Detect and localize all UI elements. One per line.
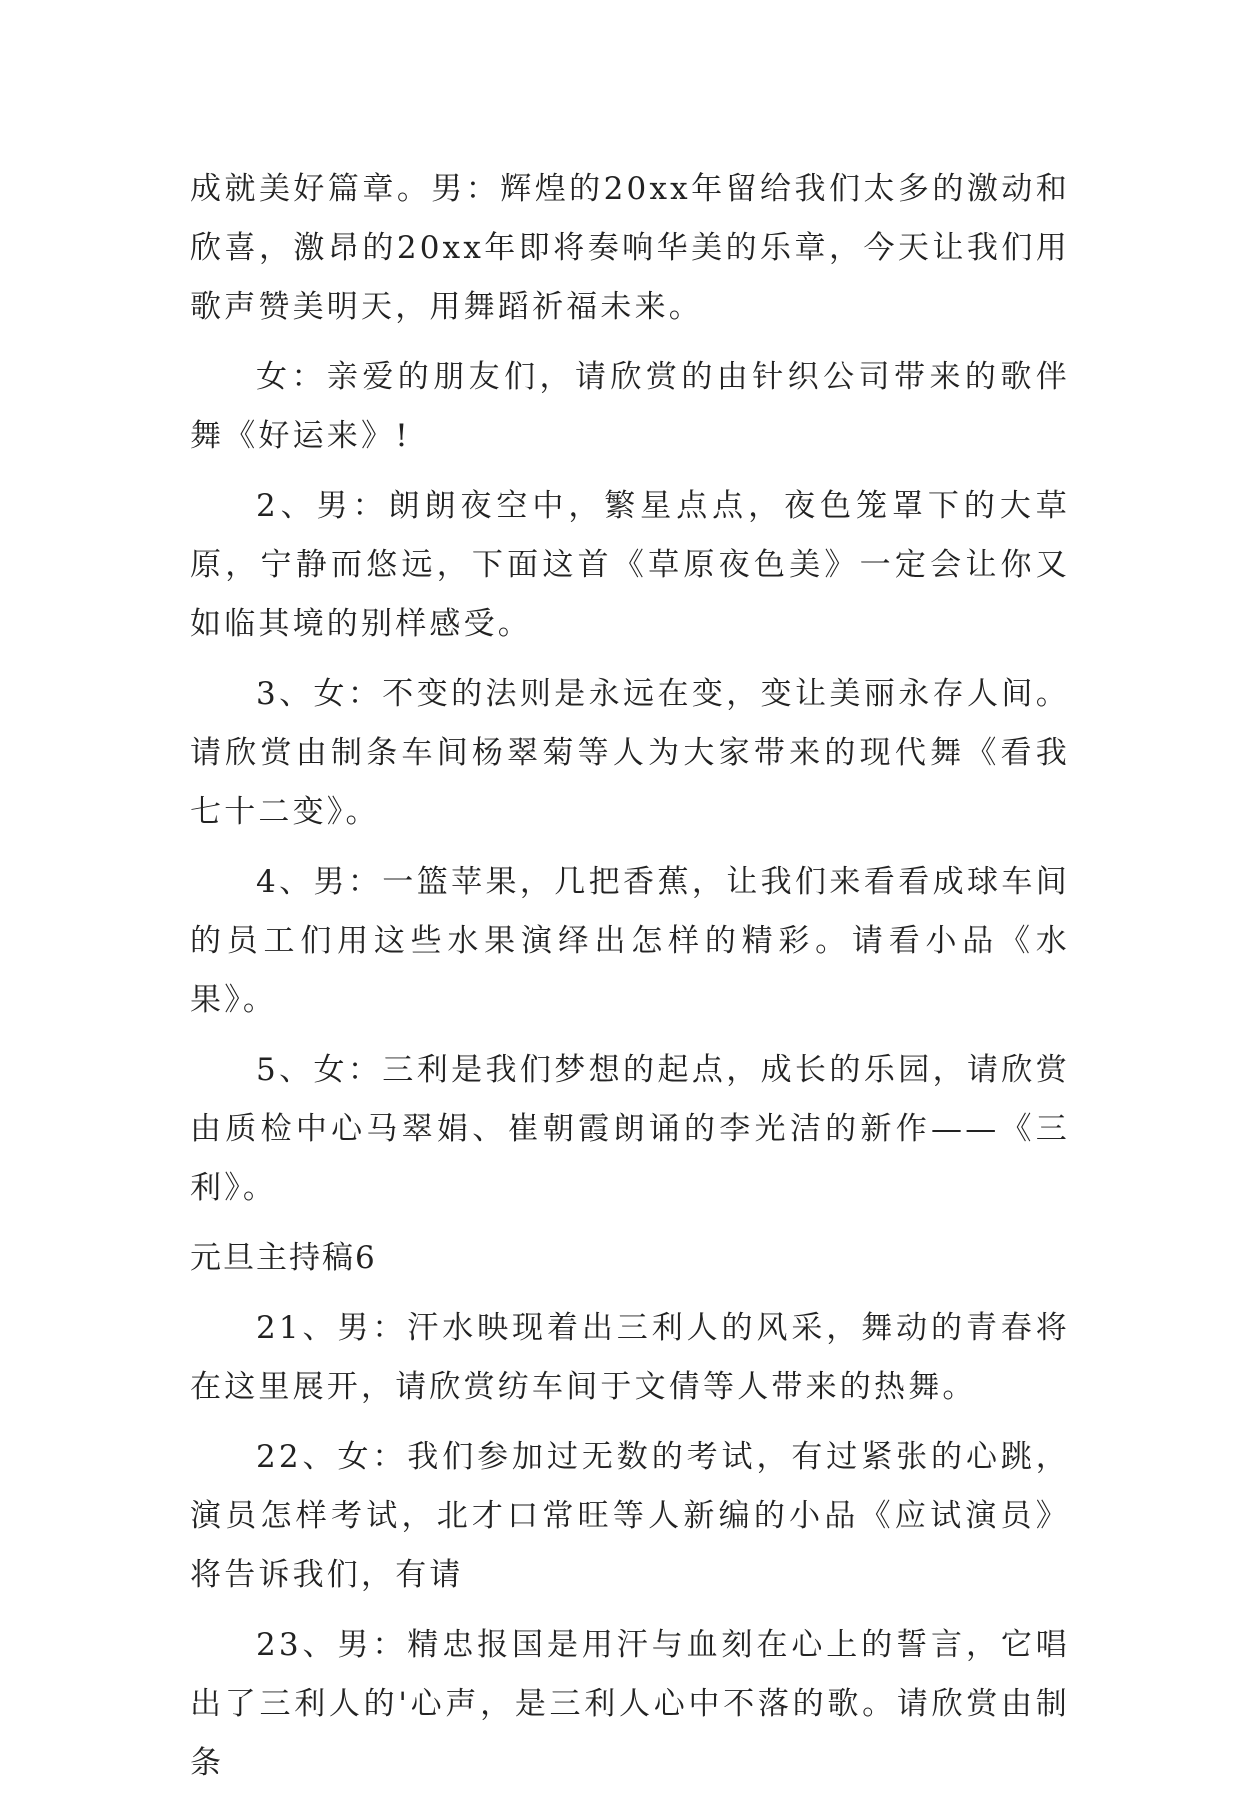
paragraph-item-2: 2、男：朗朗夜空中，繁星点点，夜色笼罩下的大草原，宁静而悠远，下面这首《草原夜色美》一定会让你又如临其境的别样感受。 xyxy=(190,488,1070,642)
paragraph-host-female-intro: 女：亲爱的朋友们，请欣赏的由针织公司带来的歌伴舞《好运来》! xyxy=(190,359,1070,454)
paragraph-item-23: 23、男：精忠报国是用汗与血刻在心上的誓言，它唱出了三利人的'心声，是三利人心中不落的歌。请欣赏由制条 xyxy=(190,1627,1070,1781)
paragraph-item-21: 21、男：汗水映现着出三利人的风采，舞动的青春将在这里展开，请欣赏纺车间于文倩等人带来的热舞。 xyxy=(190,1310,1070,1405)
section-heading: 元旦主持稿6 xyxy=(190,1240,377,1276)
paragraph-item-3: 3、女：不变的法则是永远在变，变让美丽永存人间。请欣赏由制条车间杨翠菊等人为大家带来的现代舞《看我七十二变》。 xyxy=(190,676,1070,830)
document-body xyxy=(190,160,1070,1804)
paragraph-item-4: 4、男：一篮苹果，几把香蕉，让我们来看看成球车间的员工们用这些水果演绎出怎样的精彩。请看小品《水果》。 xyxy=(190,864,1070,1018)
paragraph-item-5: 5、女：三利是我们梦想的起点，成长的乐园，请欣赏由质检中心马翠娟、崔朝霞朗诵的李光洁的新作——《三利》。 xyxy=(190,1052,1070,1206)
paragraph-continuation: 成就美好篇章。男：辉煌的20xx年留给我们太多的激动和欣喜，激昂的20xx年即将奏响华美的乐章，今天让我们用歌声赞美明天，用舞蹈祈福未来。 xyxy=(190,171,1070,325)
paragraph-item-22: 22、女：我们参加过无数的考试，有过紧张的心跳，演员怎样考试，北才口常旺等人新编的小品《应试演员》将告诉我们，有请 xyxy=(190,1439,1070,1593)
